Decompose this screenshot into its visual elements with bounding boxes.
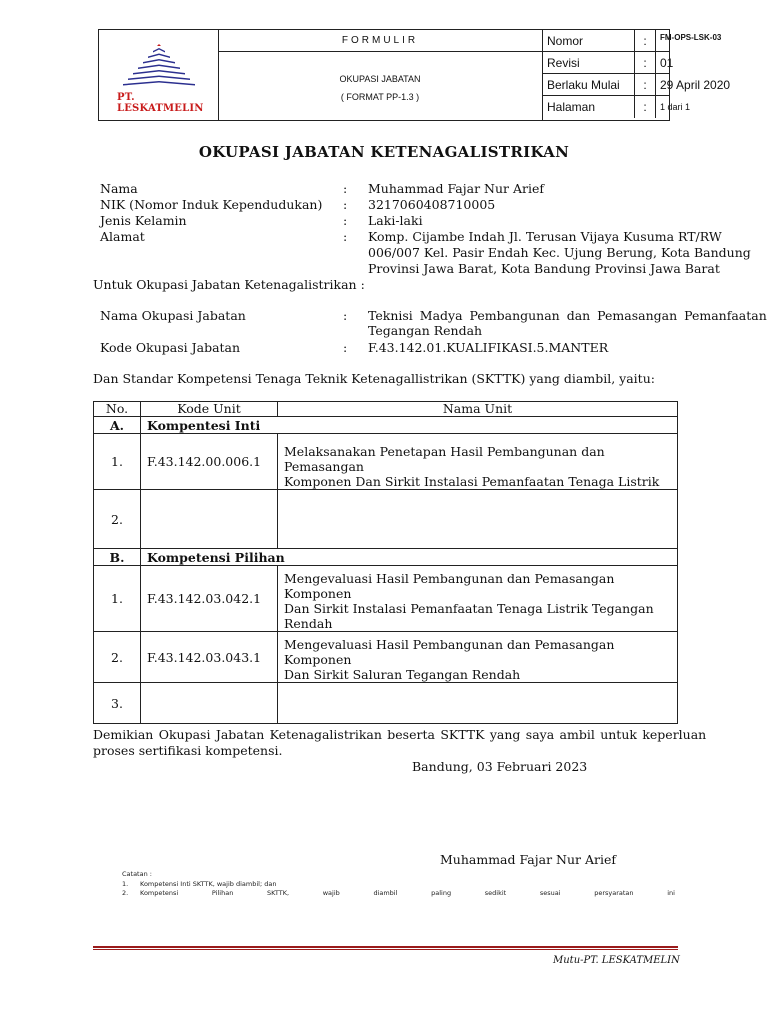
colon: : bbox=[343, 213, 348, 228]
meta-row-nomor bbox=[543, 30, 722, 52]
standar-label: Dan Standar Kompetensi Tenaga Teknik Ketenagallistrikan (SKTTK) yang diambil, yaitu: bbox=[93, 371, 655, 386]
untuk-label: Untuk Okupasi Jabatan Ketenagalistrikan : bbox=[93, 277, 365, 292]
colon: : bbox=[343, 229, 348, 244]
table-row bbox=[94, 566, 678, 632]
identity-value-alamat-3: Provinsi Jawa Barat, Kota Bandung Provinsi Jawa Barat bbox=[368, 261, 720, 276]
form-title-line2: ( FORMAT PP-1.3 ) bbox=[340, 92, 420, 102]
catatan-word: persyaratan bbox=[594, 889, 634, 897]
footer-divider bbox=[93, 946, 678, 948]
row-nama-line: Dan Sirkit Instalasi Pemanfaatan Tenaga Listrik Tegangan bbox=[284, 601, 654, 616]
signer-name: Muhammad Fajar Nur Arief bbox=[440, 852, 617, 867]
colon: : bbox=[343, 340, 348, 355]
place-date: Bandung, 03 Februari 2023 bbox=[412, 759, 588, 774]
catatan-word: sedikit bbox=[484, 889, 507, 897]
header-nama-unit: Nama Unit bbox=[278, 402, 678, 417]
meta-value: 29 April 2020 bbox=[660, 78, 731, 92]
catatan-word: diambil bbox=[373, 889, 398, 897]
row-nama-line: Dan Sirkit Saluran Tegangan Rendah bbox=[284, 667, 521, 682]
closing-line-2: proses sertifikasi kompetensi. bbox=[93, 743, 283, 758]
row-nama bbox=[278, 434, 678, 490]
meta-key: Nomor bbox=[547, 34, 584, 48]
table-header-row bbox=[94, 402, 678, 417]
table-row bbox=[94, 683, 678, 724]
okupasi-value-nama-2: Tegangan Rendah bbox=[368, 323, 483, 338]
meta-colon: : bbox=[634, 96, 656, 118]
row-nama bbox=[278, 683, 678, 724]
row-kode: F.43.142.03.042.1 bbox=[141, 566, 278, 632]
logo-stripe bbox=[128, 76, 190, 81]
section-no: B. bbox=[94, 549, 141, 566]
catatan-word: sesuai bbox=[539, 889, 561, 897]
meta-colon: : bbox=[634, 30, 656, 52]
row-kode bbox=[141, 683, 278, 724]
company-logo-icon bbox=[121, 42, 197, 90]
identity-value-alamat-1: Komp. Cijambe Indah Jl. Terusan Vijaya Kusuma RT/RW bbox=[368, 229, 722, 244]
logo-stripe bbox=[143, 59, 175, 64]
section-row bbox=[94, 417, 678, 434]
section-row bbox=[94, 549, 678, 566]
identity-value-jenis-kelamin: Laki-laki bbox=[368, 213, 423, 228]
document-title: OKUPASI JABATAN KETENAGALISTRIKAN bbox=[198, 143, 570, 161]
okupasi-label-kode: Kode Okupasi Jabatan bbox=[100, 340, 241, 355]
catatan-word: ini bbox=[667, 889, 675, 897]
section-no: A. bbox=[94, 417, 141, 434]
catatan-item-no: 2. bbox=[122, 889, 129, 897]
colon: : bbox=[343, 197, 348, 212]
units-table bbox=[93, 401, 678, 724]
row-no: 2. bbox=[94, 490, 141, 549]
meta-colon: : bbox=[634, 74, 656, 96]
colon: : bbox=[343, 181, 348, 196]
row-no: 3. bbox=[94, 683, 141, 724]
form-header bbox=[98, 29, 731, 121]
catatan-item-no: 1. bbox=[122, 880, 129, 888]
row-kode: F.43.142.03.043.1 bbox=[141, 632, 278, 683]
catatan-word: paling bbox=[431, 889, 452, 897]
footer-divider-thin bbox=[93, 949, 678, 950]
section-title: Kompetensi Pilihan bbox=[141, 549, 678, 566]
meta-row-berlaku bbox=[543, 74, 731, 96]
logo-stripe bbox=[138, 65, 180, 70]
catatan-word: Kompetensi bbox=[140, 889, 179, 897]
meta-colon: : bbox=[634, 52, 656, 74]
row-no: 1. bbox=[94, 434, 141, 490]
row-nama-line: Rendah bbox=[284, 616, 333, 631]
catatan-word: wajib bbox=[322, 889, 340, 897]
meta-key: Halaman bbox=[547, 100, 596, 114]
logo-stripe bbox=[133, 70, 185, 75]
footer-text: Mutu-PT. LESKATMELIN bbox=[553, 955, 680, 966]
row-nama bbox=[278, 566, 678, 632]
meta-key: Berlaku Mulai bbox=[547, 78, 620, 92]
row-no: 1. bbox=[94, 566, 141, 632]
identity-label-jenis-kelamin: Jenis Kelamin bbox=[100, 213, 187, 228]
formulir-label: FORMULIR bbox=[218, 30, 543, 52]
logo-stripe bbox=[123, 81, 195, 86]
closing-line-1: Demikian Okupasi Jabatan Ketenagalistrikan beserta SKTTK yang saya ambil untuk keperluan bbox=[93, 727, 707, 742]
catatan-item-2-words bbox=[140, 889, 675, 897]
identity-value-alamat-2: 006/007 Kel. Pasir Endah Kec. Ujung Berung, Kota Bandung bbox=[368, 245, 751, 260]
meta-value: 01 bbox=[660, 56, 674, 70]
catatan-word: Pilihan bbox=[211, 889, 234, 897]
form-title-line1: OKUPASI JABATAN bbox=[339, 74, 421, 84]
meta-key: Revisi bbox=[547, 56, 580, 70]
identity-label-nama: Nama bbox=[100, 181, 138, 196]
colon: : bbox=[343, 308, 348, 323]
table-row bbox=[94, 434, 678, 490]
meta-value: 1 dari 1 bbox=[660, 102, 691, 112]
okupasi-value-kode: F.43.142.01.KUALIFIKASI.5.MANTER bbox=[368, 340, 609, 355]
header-kode-unit: Kode Unit bbox=[141, 402, 278, 417]
logo-text: PT. LESKATMELIN bbox=[117, 92, 204, 114]
logo-stripe bbox=[148, 54, 170, 59]
row-nama bbox=[278, 632, 678, 683]
meta-row-revisi bbox=[543, 52, 674, 74]
okupasi-label-nama: Nama Okupasi Jabatan bbox=[100, 308, 246, 323]
okupasi-value-nama-1: Teknisi Madya Pembangunan dan Pemasangan Pemanfaatan bbox=[368, 308, 767, 323]
identity-label-alamat: Alamat bbox=[100, 229, 145, 244]
meta-value: FM-OPS-LSK-03 bbox=[660, 33, 722, 42]
identity-label-nik: NIK (Nomor Induk Kependudukan) bbox=[100, 197, 323, 212]
catatan-word: SKTTK, bbox=[267, 889, 290, 897]
row-nama-line: Mengevaluasi Hasil Pembangunan dan Pemasangan Komponen bbox=[284, 571, 615, 601]
row-nama bbox=[278, 490, 678, 549]
table-row bbox=[94, 632, 678, 683]
meta-row-halaman bbox=[543, 96, 691, 118]
row-nama-line: Melaksanakan Penetapan Hasil Pembangunan dan Pemasangan bbox=[284, 444, 605, 474]
header-no: No. bbox=[94, 402, 141, 417]
section-title: Kompentesi Inti bbox=[141, 417, 678, 434]
logo-stripe bbox=[153, 48, 165, 53]
row-nama-line: Mengevaluasi Hasil Pembangunan dan Pemasangan Komponen bbox=[284, 637, 615, 667]
form-title bbox=[218, 52, 543, 120]
table-row bbox=[94, 490, 678, 549]
row-kode bbox=[141, 490, 278, 549]
row-nama-line: Komponen Dan Sirkit Instalasi Pemanfaatan Tenaga Listrik bbox=[284, 474, 660, 489]
logo-cell bbox=[99, 30, 219, 120]
identity-value-nama: Muhammad Fajar Nur Arief bbox=[368, 181, 545, 196]
catatan-item-text: Kompetensi Inti SKTTK, wajib diambil; dan bbox=[140, 880, 277, 888]
row-no: 2. bbox=[94, 632, 141, 683]
catatan-label: Catatan : bbox=[122, 870, 152, 878]
row-kode: F.43.142.00.006.1 bbox=[141, 434, 278, 490]
identity-value-nik: 3217060408710005 bbox=[368, 197, 496, 212]
